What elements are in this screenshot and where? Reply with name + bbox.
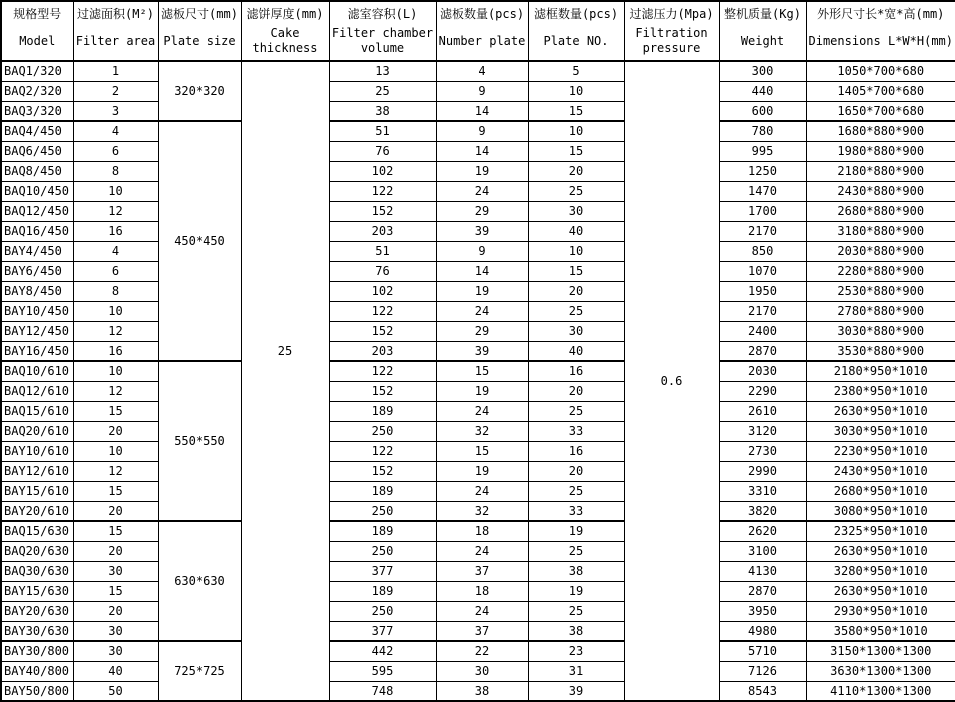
frame-count-cell: 25 xyxy=(528,481,624,501)
weight-cell: 5710 xyxy=(719,641,806,661)
dimensions-cell: 3180*880*900 xyxy=(806,221,955,241)
dimensions-cell: 2180*950*1010 xyxy=(806,361,955,381)
filter-area-cell: 4 xyxy=(73,121,158,141)
model-cell: BAY16/450 xyxy=(1,341,73,361)
model-cell: BAY10/610 xyxy=(1,441,73,461)
plate-count-cell: 39 xyxy=(436,341,528,361)
filter-area-cell: 16 xyxy=(73,221,158,241)
chamber-volume-cell: 189 xyxy=(329,521,436,541)
plate-count-cell: 19 xyxy=(436,281,528,301)
weight-cell: 2170 xyxy=(719,221,806,241)
dimensions-cell: 2030*880*900 xyxy=(806,241,955,261)
plate-count-cell: 24 xyxy=(436,401,528,421)
model-cell: BAY6/450 xyxy=(1,261,73,281)
frame-count-cell: 16 xyxy=(528,361,624,381)
plate-count-cell: 24 xyxy=(436,481,528,501)
table-row xyxy=(1,681,955,701)
col-header-cake-thickness xyxy=(241,1,329,61)
frame-count-cell: 19 xyxy=(528,521,624,541)
model-cell: BAQ20/630 xyxy=(1,541,73,561)
table-row xyxy=(1,301,955,321)
dimensions-cell: 2380*950*1010 xyxy=(806,381,955,401)
chamber-volume-cell: 377 xyxy=(329,561,436,581)
frame-count-cell: 15 xyxy=(528,141,624,161)
model-cell: BAY50/800 xyxy=(1,681,73,701)
model-cell: BAY8/450 xyxy=(1,281,73,301)
chamber-volume-cell: 76 xyxy=(329,261,436,281)
weight-cell: 4130 xyxy=(719,561,806,581)
model-cell: BAQ10/450 xyxy=(1,181,73,201)
chamber-volume-cell: 189 xyxy=(329,581,436,601)
filter-area-cell: 6 xyxy=(73,141,158,161)
weight-cell: 780 xyxy=(719,121,806,141)
table-row xyxy=(1,241,955,261)
dimensions-cell: 3280*950*1010 xyxy=(806,561,955,581)
weight-cell: 8543 xyxy=(719,681,806,701)
col-header-plate-size-en: Plate size xyxy=(163,33,236,48)
weight-cell: 2990 xyxy=(719,461,806,481)
filter-area-cell: 10 xyxy=(73,301,158,321)
model-cell: BAQ15/610 xyxy=(1,401,73,421)
model-cell: BAQ4/450 xyxy=(1,121,73,141)
plate-size-cell: 550*550 xyxy=(158,361,241,521)
dimensions-cell: 3080*950*1010 xyxy=(806,501,955,521)
dimensions-cell: 1650*700*680 xyxy=(806,101,955,121)
filter-area-cell: 12 xyxy=(73,321,158,341)
plate-size-cell: 450*450 xyxy=(158,121,241,361)
plate-count-cell: 29 xyxy=(436,321,528,341)
filter-area-cell: 15 xyxy=(73,481,158,501)
col-header-plate-count xyxy=(436,1,528,61)
filter-area-cell: 4 xyxy=(73,241,158,261)
table-row xyxy=(1,641,955,661)
frame-count-cell: 30 xyxy=(528,201,624,221)
plate-count-cell: 19 xyxy=(436,161,528,181)
filter-area-cell: 8 xyxy=(73,281,158,301)
frame-count-cell: 38 xyxy=(528,621,624,641)
chamber-volume-cell: 189 xyxy=(329,401,436,421)
weight-cell: 7126 xyxy=(719,661,806,681)
table-row xyxy=(1,501,955,521)
col-header-dimensions-en: Dimensions L*W*H(mm) xyxy=(808,33,953,48)
model-cell: BAY30/630 xyxy=(1,621,73,641)
weight-cell: 3820 xyxy=(719,501,806,521)
dimensions-cell: 2325*950*1010 xyxy=(806,521,955,541)
weight-cell: 600 xyxy=(719,101,806,121)
col-header-model-en: Model xyxy=(19,33,56,48)
filter-area-cell: 16 xyxy=(73,341,158,361)
plate-count-cell: 37 xyxy=(436,621,528,641)
frame-count-cell: 40 xyxy=(528,341,624,361)
table-row xyxy=(1,341,955,361)
filter-area-cell: 6 xyxy=(73,261,158,281)
plate-count-cell: 9 xyxy=(436,241,528,261)
chamber-volume-cell: 748 xyxy=(329,681,436,701)
dimensions-cell: 2630*950*1010 xyxy=(806,541,955,561)
chamber-volume-cell: 25 xyxy=(329,81,436,101)
dimensions-cell: 2930*950*1010 xyxy=(806,601,955,621)
spec-table-body xyxy=(1,61,955,701)
plate-size-cell: 725*725 xyxy=(158,641,241,701)
plate-count-cell: 37 xyxy=(436,561,528,581)
model-cell: BAY12/610 xyxy=(1,461,73,481)
frame-count-cell: 31 xyxy=(528,661,624,681)
chamber-volume-cell: 250 xyxy=(329,501,436,521)
weight-cell: 995 xyxy=(719,141,806,161)
dimensions-cell: 1680*880*900 xyxy=(806,121,955,141)
filter-area-cell: 20 xyxy=(73,501,158,521)
pressure-cell: 0.6 xyxy=(624,61,719,701)
col-header-chamber-volume xyxy=(329,1,436,61)
table-row xyxy=(1,261,955,281)
table-row xyxy=(1,481,955,501)
chamber-volume-cell: 595 xyxy=(329,661,436,681)
dimensions-cell: 2230*950*1010 xyxy=(806,441,955,461)
plate-count-cell: 24 xyxy=(436,301,528,321)
col-header-weight-zh: 整机质量(Kg) xyxy=(724,7,801,21)
weight-cell: 1950 xyxy=(719,281,806,301)
filter-area-cell: 15 xyxy=(73,581,158,601)
col-header-cake-thickness-en: Cake thickness xyxy=(252,26,318,55)
chamber-volume-cell: 152 xyxy=(329,461,436,481)
table-row xyxy=(1,141,955,161)
plate-count-cell: 22 xyxy=(436,641,528,661)
plate-count-cell: 15 xyxy=(436,361,528,381)
table-row xyxy=(1,541,955,561)
weight-cell: 4980 xyxy=(719,621,806,641)
chamber-volume-cell: 13 xyxy=(329,61,436,81)
weight-cell: 3120 xyxy=(719,421,806,441)
chamber-volume-cell: 51 xyxy=(329,121,436,141)
col-header-plate-size xyxy=(158,1,241,61)
filter-area-cell: 3 xyxy=(73,101,158,121)
table-row xyxy=(1,121,955,141)
frame-count-cell: 39 xyxy=(528,681,624,701)
col-header-filter-area-en: Filter area xyxy=(75,33,156,48)
weight-cell: 2870 xyxy=(719,341,806,361)
model-cell: BAY20/610 xyxy=(1,501,73,521)
model-cell: BAY4/450 xyxy=(1,241,73,261)
col-header-weight-en: Weight xyxy=(740,33,785,48)
table-row xyxy=(1,421,955,441)
chamber-volume-cell: 122 xyxy=(329,301,436,321)
dimensions-cell: 2630*950*1010 xyxy=(806,581,955,601)
model-cell: BAY20/630 xyxy=(1,601,73,621)
col-header-pressure xyxy=(624,1,719,61)
col-header-frame-count-en: Plate NO. xyxy=(543,33,609,48)
frame-count-cell: 20 xyxy=(528,461,624,481)
frame-count-cell: 20 xyxy=(528,281,624,301)
chamber-volume-cell: 189 xyxy=(329,481,436,501)
col-header-frame-count xyxy=(528,1,624,61)
frame-count-cell: 25 xyxy=(528,541,624,561)
plate-count-cell: 24 xyxy=(436,601,528,621)
dimensions-cell: 3630*1300*1300 xyxy=(806,661,955,681)
weight-cell: 1250 xyxy=(719,161,806,181)
table-row xyxy=(1,161,955,181)
plate-count-cell: 18 xyxy=(436,581,528,601)
dimensions-cell: 2780*880*900 xyxy=(806,301,955,321)
table-row xyxy=(1,81,955,101)
plate-count-cell: 32 xyxy=(436,501,528,521)
plate-count-cell: 15 xyxy=(436,441,528,461)
weight-cell: 3310 xyxy=(719,481,806,501)
frame-count-cell: 25 xyxy=(528,301,624,321)
model-cell: BAQ12/450 xyxy=(1,201,73,221)
dimensions-cell: 2430*880*900 xyxy=(806,181,955,201)
dimensions-cell: 1050*700*680 xyxy=(806,61,955,81)
table-row xyxy=(1,281,955,301)
frame-count-cell: 20 xyxy=(528,161,624,181)
dimensions-cell: 2530*880*900 xyxy=(806,281,955,301)
filter-area-cell: 12 xyxy=(73,461,158,481)
chamber-volume-cell: 442 xyxy=(329,641,436,661)
table-row xyxy=(1,521,955,541)
filter-area-cell: 40 xyxy=(73,661,158,681)
weight-cell: 2170 xyxy=(719,301,806,321)
table-row xyxy=(1,621,955,641)
dimensions-cell: 1405*700*680 xyxy=(806,81,955,101)
frame-count-cell: 16 xyxy=(528,441,624,461)
frame-count-cell: 25 xyxy=(528,181,624,201)
weight-cell: 2030 xyxy=(719,361,806,381)
frame-count-cell: 10 xyxy=(528,121,624,141)
dimensions-cell: 1980*880*900 xyxy=(806,141,955,161)
table-row xyxy=(1,201,955,221)
weight-cell: 850 xyxy=(719,241,806,261)
filter-area-cell: 12 xyxy=(73,201,158,221)
plate-count-cell: 19 xyxy=(436,381,528,401)
chamber-volume-cell: 152 xyxy=(329,201,436,221)
weight-cell: 1070 xyxy=(719,261,806,281)
model-cell: BAQ15/630 xyxy=(1,521,73,541)
chamber-volume-cell: 122 xyxy=(329,441,436,461)
dimensions-cell: 2280*880*900 xyxy=(806,261,955,281)
table-row xyxy=(1,441,955,461)
dimensions-cell: 3150*1300*1300 xyxy=(806,641,955,661)
weight-cell: 3100 xyxy=(719,541,806,561)
chamber-volume-cell: 250 xyxy=(329,421,436,441)
plate-count-cell: 14 xyxy=(436,101,528,121)
col-header-model xyxy=(1,1,73,61)
weight-cell: 2620 xyxy=(719,521,806,541)
model-cell: BAQ16/450 xyxy=(1,221,73,241)
chamber-volume-cell: 203 xyxy=(329,341,436,361)
dimensions-cell: 4110*1300*1300 xyxy=(806,681,955,701)
filter-area-cell: 15 xyxy=(73,521,158,541)
table-header xyxy=(1,1,955,61)
chamber-volume-cell: 122 xyxy=(329,181,436,201)
plate-count-cell: 4 xyxy=(436,61,528,81)
weight-cell: 2870 xyxy=(719,581,806,601)
chamber-volume-cell: 250 xyxy=(329,601,436,621)
filter-area-cell: 20 xyxy=(73,541,158,561)
table-row xyxy=(1,361,955,381)
weight-cell: 3950 xyxy=(719,601,806,621)
plate-count-cell: 38 xyxy=(436,681,528,701)
plate-size-cell: 320*320 xyxy=(158,61,241,121)
plate-size-cell: 630*630 xyxy=(158,521,241,641)
chamber-volume-cell: 203 xyxy=(329,221,436,241)
table-row xyxy=(1,601,955,621)
frame-count-cell: 19 xyxy=(528,581,624,601)
filter-area-cell: 1 xyxy=(73,61,158,81)
filter-area-cell: 10 xyxy=(73,441,158,461)
dimensions-cell: 2630*950*1010 xyxy=(806,401,955,421)
frame-count-cell: 40 xyxy=(528,221,624,241)
model-cell: BAY12/450 xyxy=(1,321,73,341)
weight-cell: 2730 xyxy=(719,441,806,461)
model-cell: BAQ8/450 xyxy=(1,161,73,181)
col-header-cake-thickness-zh: 滤饼厚度(mm) xyxy=(246,7,324,21)
table-row xyxy=(1,581,955,601)
chamber-volume-cell: 76 xyxy=(329,141,436,161)
table-row xyxy=(1,561,955,581)
frame-count-cell: 38 xyxy=(528,561,624,581)
frame-count-cell: 33 xyxy=(528,421,624,441)
model-cell: BAY30/800 xyxy=(1,641,73,661)
filter-area-cell: 20 xyxy=(73,421,158,441)
model-cell: BAQ12/610 xyxy=(1,381,73,401)
frame-count-cell: 25 xyxy=(528,401,624,421)
table-row xyxy=(1,61,955,81)
model-cell: BAQ20/610 xyxy=(1,421,73,441)
weight-cell: 300 xyxy=(719,61,806,81)
table-row xyxy=(1,181,955,201)
col-header-chamber-volume-zh: 滤室容积(L) xyxy=(347,7,418,21)
filter-area-cell: 30 xyxy=(73,641,158,661)
col-header-frame-count-zh: 滤框数量(pcs) xyxy=(533,7,619,21)
weight-cell: 1470 xyxy=(719,181,806,201)
plate-count-cell: 14 xyxy=(436,141,528,161)
model-cell: BAY15/610 xyxy=(1,481,73,501)
table-row xyxy=(1,381,955,401)
weight-cell: 2610 xyxy=(719,401,806,421)
col-header-pressure-en: Filtration pressure xyxy=(635,26,708,55)
filter-area-cell: 10 xyxy=(73,361,158,381)
filter-area-cell: 30 xyxy=(73,621,158,641)
plate-count-cell: 18 xyxy=(436,521,528,541)
model-cell: BAQ30/630 xyxy=(1,561,73,581)
table-row xyxy=(1,221,955,241)
plate-count-cell: 24 xyxy=(436,181,528,201)
dimensions-cell: 2430*950*1010 xyxy=(806,461,955,481)
frame-count-cell: 20 xyxy=(528,381,624,401)
col-header-dimensions xyxy=(806,1,955,61)
frame-count-cell: 10 xyxy=(528,81,624,101)
weight-cell: 440 xyxy=(719,81,806,101)
frame-count-cell: 30 xyxy=(528,321,624,341)
frame-count-cell: 15 xyxy=(528,261,624,281)
chamber-volume-cell: 51 xyxy=(329,241,436,261)
chamber-volume-cell: 152 xyxy=(329,381,436,401)
model-cell: BAQ10/610 xyxy=(1,361,73,381)
chamber-volume-cell: 122 xyxy=(329,361,436,381)
table-row xyxy=(1,461,955,481)
dimensions-cell: 2680*950*1010 xyxy=(806,481,955,501)
weight-cell: 1700 xyxy=(719,201,806,221)
frame-count-cell: 23 xyxy=(528,641,624,661)
col-header-plate-size-zh: 滤板尺寸(mm) xyxy=(161,7,238,21)
chamber-volume-cell: 152 xyxy=(329,321,436,341)
frame-count-cell: 10 xyxy=(528,241,624,261)
model-cell: BAQ6/450 xyxy=(1,141,73,161)
model-cell: BAY15/630 xyxy=(1,581,73,601)
model-cell: BAY40/800 xyxy=(1,661,73,681)
table-row xyxy=(1,661,955,681)
frame-count-cell: 5 xyxy=(528,61,624,81)
plate-count-cell: 32 xyxy=(436,421,528,441)
cake-thickness-cell: 25 xyxy=(241,61,329,701)
dimensions-cell: 3030*950*1010 xyxy=(806,421,955,441)
filter-area-cell: 12 xyxy=(73,381,158,401)
dimensions-cell: 2180*880*900 xyxy=(806,161,955,181)
chamber-volume-cell: 250 xyxy=(329,541,436,561)
col-header-filter-area-zh: 过滤面积(M²) xyxy=(77,7,154,21)
dimensions-cell: 3030*880*900 xyxy=(806,321,955,341)
col-header-model-zh: 规格型号 xyxy=(13,7,62,21)
filter-area-cell: 30 xyxy=(73,561,158,581)
chamber-volume-cell: 102 xyxy=(329,161,436,181)
plate-count-cell: 30 xyxy=(436,661,528,681)
dimensions-cell: 2680*880*900 xyxy=(806,201,955,221)
weight-cell: 2290 xyxy=(719,381,806,401)
col-header-pressure-zh: 过滤压力(Mpa) xyxy=(629,7,714,21)
dimensions-cell: 3530*880*900 xyxy=(806,341,955,361)
table-row xyxy=(1,321,955,341)
col-header-plate-count-zh: 滤板数量(pcs) xyxy=(439,7,525,21)
weight-cell: 2400 xyxy=(719,321,806,341)
plate-count-cell: 9 xyxy=(436,81,528,101)
filter-area-cell: 2 xyxy=(73,81,158,101)
col-header-plate-count-en: Number plate xyxy=(438,33,526,48)
filter-area-cell: 50 xyxy=(73,681,158,701)
header-row xyxy=(1,1,955,61)
filter-area-cell: 15 xyxy=(73,401,158,421)
frame-count-cell: 25 xyxy=(528,601,624,621)
filter-area-cell: 10 xyxy=(73,181,158,201)
col-header-weight xyxy=(719,1,806,61)
plate-count-cell: 29 xyxy=(436,201,528,221)
model-cell: BAY10/450 xyxy=(1,301,73,321)
chamber-volume-cell: 102 xyxy=(329,281,436,301)
filter-area-cell: 20 xyxy=(73,601,158,621)
plate-count-cell: 39 xyxy=(436,221,528,241)
chamber-volume-cell: 377 xyxy=(329,621,436,641)
model-cell: BAQ3/320 xyxy=(1,101,73,121)
filter-area-cell: 8 xyxy=(73,161,158,181)
plate-count-cell: 14 xyxy=(436,261,528,281)
col-header-filter-area xyxy=(73,1,158,61)
col-header-chamber-volume-en: Filter chamber volume xyxy=(331,26,434,55)
chamber-volume-cell: 38 xyxy=(329,101,436,121)
frame-count-cell: 15 xyxy=(528,101,624,121)
model-cell: BAQ1/320 xyxy=(1,61,73,81)
dimensions-cell: 3580*950*1010 xyxy=(806,621,955,641)
frame-count-cell: 33 xyxy=(528,501,624,521)
table-row xyxy=(1,101,955,121)
plate-count-cell: 9 xyxy=(436,121,528,141)
model-cell: BAQ2/320 xyxy=(1,81,73,101)
plate-count-cell: 19 xyxy=(436,461,528,481)
table-row xyxy=(1,401,955,421)
col-header-dimensions-zh: 外形尺寸长*宽*高(mm) xyxy=(817,7,945,21)
plate-count-cell: 24 xyxy=(436,541,528,561)
